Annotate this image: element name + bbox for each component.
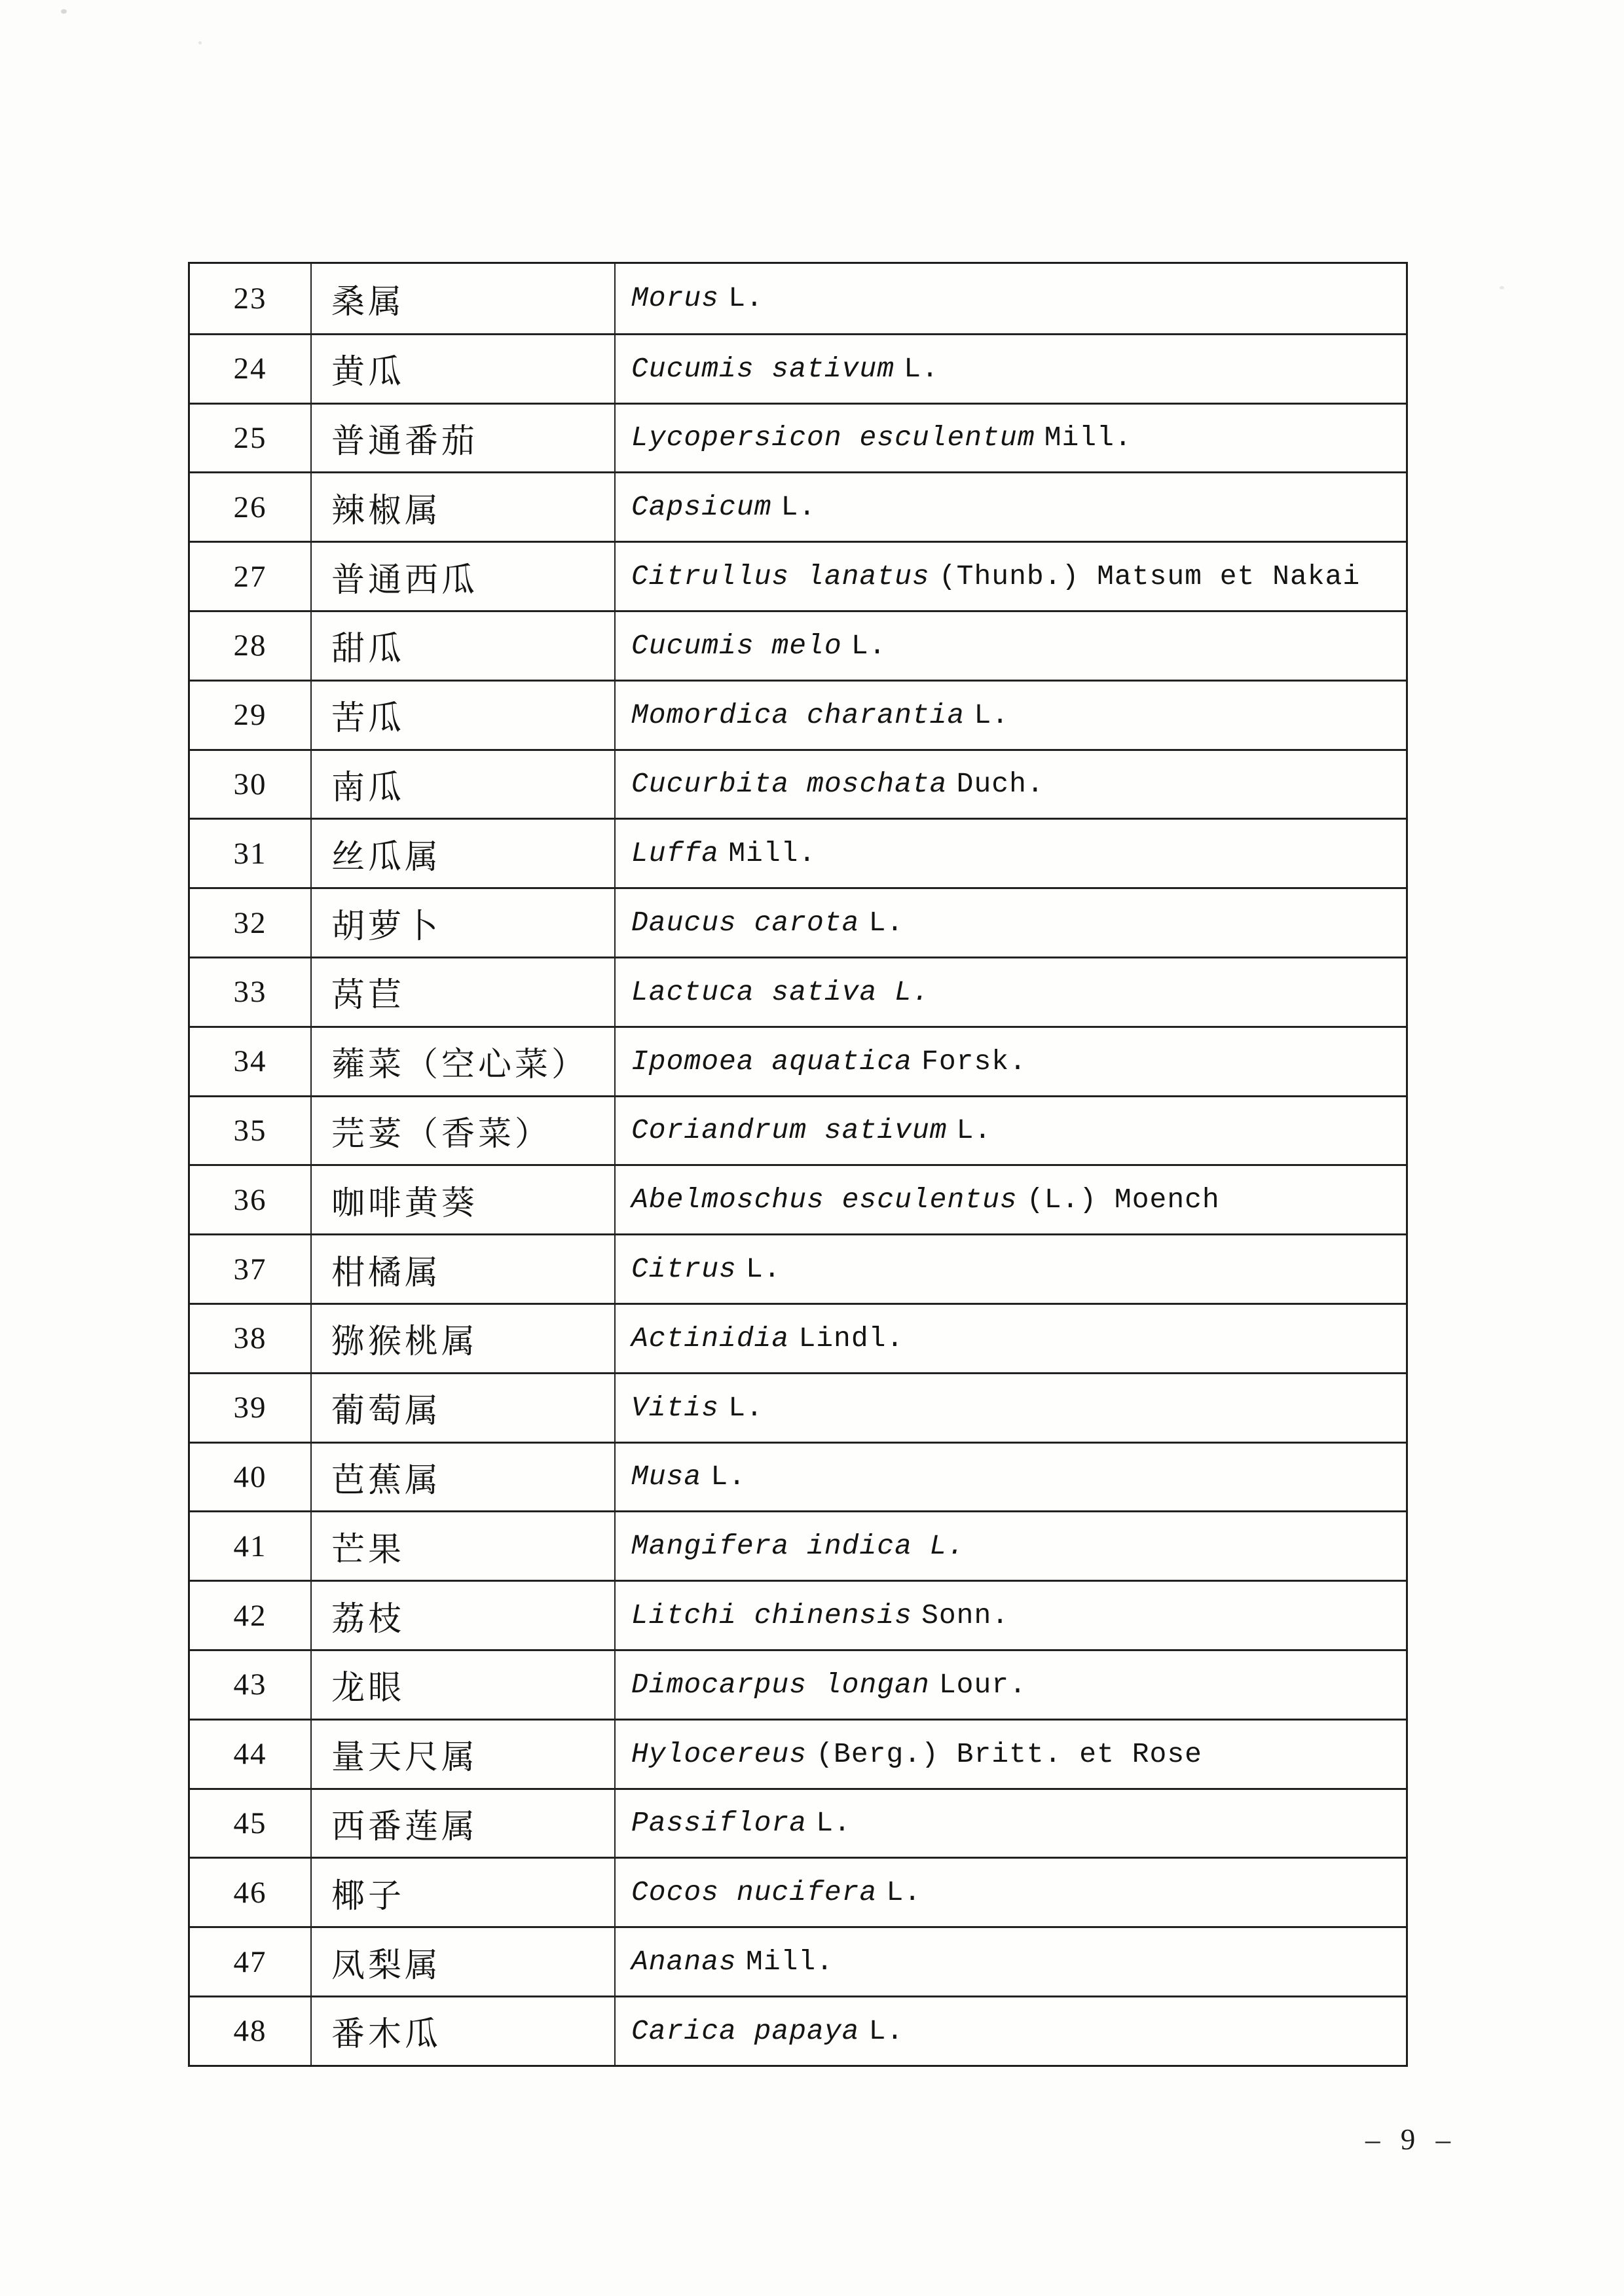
row-number-cell: 47 — [233, 1944, 267, 1979]
latin-name-authority: Mill. — [728, 837, 817, 870]
chinese-name-cell: 猕猴桃属 — [310, 1305, 614, 1372]
row-number-cell: 34 — [233, 1044, 267, 1079]
latin-name-cell — [614, 958, 1406, 1026]
latin-name-authority: L. — [728, 282, 764, 315]
row-number-cell: 48 — [233, 2014, 267, 2049]
chinese-name-cell: 蕹菜（空心菜） — [310, 1028, 614, 1095]
scan-speck — [1500, 286, 1504, 289]
table-row — [190, 1164, 1406, 1233]
table-row — [190, 887, 1406, 957]
latin-name-authority: Sonn. — [921, 1599, 1010, 1632]
latin-name-cell — [614, 1305, 1406, 1372]
chinese-name-cell: 番木瓜 — [310, 1997, 614, 2065]
row-number-cell: 42 — [233, 1598, 267, 1633]
latin-name-authority: L. — [886, 1876, 922, 1909]
table-row — [190, 1580, 1406, 1649]
chinese-name-cell: 胡萝卜 — [310, 889, 614, 957]
row-number-cell: 35 — [233, 1113, 267, 1148]
latin-name-italic: Cucumis melo — [631, 629, 842, 662]
table-row — [190, 1649, 1406, 1719]
latin-name-authority: Forsk. — [921, 1045, 1027, 1078]
latin-name-cell — [614, 1859, 1406, 1926]
table-row — [190, 541, 1406, 610]
chinese-name-cell: 西番莲属 — [310, 1790, 614, 1857]
latin-name-authority: Duch. — [956, 768, 1044, 801]
latin-name-authority: L. — [956, 1114, 992, 1147]
row-number-cell: 43 — [233, 1667, 267, 1702]
latin-name-authority: L. — [746, 1253, 781, 1286]
latin-name-cell — [614, 612, 1406, 680]
latin-name-authority: L. — [868, 2014, 904, 2047]
latin-name-italic: Cucumis sativum — [631, 352, 895, 385]
latin-name-cell — [614, 543, 1406, 610]
latin-name-cell — [614, 682, 1406, 749]
table-row — [190, 680, 1406, 749]
latin-name-italic: Morus — [631, 282, 720, 315]
latin-name-cell — [614, 1028, 1406, 1095]
row-number-cell: 27 — [233, 559, 267, 594]
latin-name-cell — [614, 1721, 1406, 1788]
latin-name-italic: Daucus carota — [631, 907, 860, 939]
latin-name-italic: Citrullus lanatus — [631, 560, 930, 593]
chinese-name-cell: 椰子 — [310, 1859, 614, 1926]
row-number-cell: 29 — [233, 698, 267, 733]
latin-name-cell — [614, 1444, 1406, 1511]
latin-name-italic: Citrus — [631, 1253, 737, 1286]
latin-name-cell — [614, 889, 1406, 957]
chinese-name-cell: 芒果 — [310, 1512, 614, 1580]
latin-name-authority: Lindl. — [798, 1322, 904, 1355]
latin-name-italic: Hylocereus — [631, 1738, 807, 1770]
table-row — [190, 1510, 1406, 1580]
latin-name-cell — [614, 1928, 1406, 1995]
table-row — [190, 749, 1406, 818]
row-number-cell: 24 — [233, 352, 267, 386]
row-number-cell: 45 — [233, 1806, 267, 1840]
table-row — [190, 1442, 1406, 1511]
chinese-name-cell: 柑橘属 — [310, 1235, 614, 1303]
latin-name-cell — [614, 751, 1406, 818]
table-row — [190, 957, 1406, 1026]
row-number-cell: 28 — [233, 629, 267, 663]
table-row — [190, 1788, 1406, 1857]
latin-name-authority: L. — [904, 352, 939, 385]
latin-name-italic: Abelmoschus esculentus — [631, 1184, 1018, 1216]
latin-name-italic: Ipomoea aquatica — [631, 1045, 912, 1078]
table-row — [190, 1233, 1406, 1303]
latin-name-italic: Actinidia — [631, 1322, 790, 1355]
latin-name-italic: Coriandrum sativum — [631, 1114, 948, 1147]
latin-name-italic: Cucurbita moschata — [631, 768, 948, 801]
row-number-cell: 38 — [233, 1321, 267, 1356]
row-number-cell: 46 — [233, 1875, 267, 1910]
table-row — [190, 471, 1406, 541]
scan-speck — [198, 41, 202, 45]
table-row — [190, 1372, 1406, 1442]
table-row — [190, 610, 1406, 680]
table-row — [190, 1857, 1406, 1926]
table-row — [190, 1995, 1406, 2065]
row-number-cell: 44 — [233, 1737, 267, 1772]
latin-name-italic: Litchi chinensis — [631, 1599, 912, 1632]
chinese-name-cell: 芫荽（香菜） — [310, 1097, 614, 1165]
table-row — [190, 1026, 1406, 1095]
table-row — [190, 403, 1406, 472]
latin-name-cell — [614, 1790, 1406, 1857]
chinese-name-cell: 凤梨属 — [310, 1928, 614, 1995]
latin-name-authority: (Berg.) Britt. et Rose — [816, 1738, 1202, 1770]
row-number-cell: 41 — [233, 1529, 267, 1563]
latin-name-authority: (L.) Moench — [1026, 1184, 1220, 1216]
table-row — [190, 818, 1406, 887]
latin-name-italic: Luffa — [631, 837, 720, 870]
row-number-cell: 40 — [233, 1459, 267, 1494]
chinese-name-cell: 葡萄属 — [310, 1374, 614, 1442]
table-row — [190, 1303, 1406, 1372]
latin-name-italic: Lycopersicon esculentum — [631, 422, 1035, 454]
row-number-cell: 36 — [233, 1182, 267, 1217]
chinese-name-cell: 龙眼 — [310, 1651, 614, 1719]
chinese-name-cell: 南瓜 — [310, 751, 614, 818]
latin-name-italic: Ananas — [631, 1946, 737, 1978]
latin-name-italic: Capsicum — [631, 491, 772, 524]
chinese-name-cell: 芭蕉属 — [310, 1444, 614, 1511]
chinese-name-cell: 辣椒属 — [310, 473, 614, 541]
latin-name-italic: Cocos nucifera — [631, 1876, 877, 1909]
latin-name-cell — [614, 1582, 1406, 1649]
row-number-cell: 30 — [233, 767, 267, 801]
latin-name-italic: Musa — [631, 1461, 702, 1493]
chinese-name-cell: 甜瓜 — [310, 612, 614, 680]
latin-name-authority: L. — [728, 1391, 764, 1424]
chinese-name-cell: 咖啡黄葵 — [310, 1166, 614, 1233]
table-row — [190, 1926, 1406, 1995]
latin-name-cell — [614, 1374, 1406, 1442]
chinese-name-cell: 丝瓜属 — [310, 820, 614, 887]
latin-name-authority: L. — [851, 629, 887, 662]
latin-name-italic: Dimocarpus longan — [631, 1668, 930, 1701]
latin-name-cell — [614, 405, 1406, 472]
latin-name-authority: Mill. — [746, 1946, 834, 1978]
latin-name-italic: Momordica charantia — [631, 699, 965, 731]
latin-name-authority: L. — [781, 491, 817, 524]
chinese-name-cell: 桑属 — [310, 264, 614, 333]
latin-name-cell — [614, 473, 1406, 541]
latin-name-cell — [614, 1512, 1406, 1580]
latin-name-cell — [614, 335, 1406, 403]
chinese-name-cell: 量天尺属 — [310, 1721, 614, 1788]
latin-name-italic: Passiflora — [631, 1807, 807, 1840]
latin-name-italic: Lactuca sativa L. — [631, 975, 930, 1008]
scan-speck — [61, 9, 67, 14]
latin-name-authority: (Thunb.) Matsum et Nakai — [938, 560, 1361, 593]
latin-name-authority: L. — [974, 699, 1010, 731]
row-number-cell: 26 — [233, 490, 267, 524]
table-row — [190, 1719, 1406, 1788]
latin-name-authority: Mill. — [1044, 422, 1132, 454]
chinese-name-cell: 苦瓜 — [310, 682, 614, 749]
latin-name-cell — [614, 1235, 1406, 1303]
row-number-cell: 37 — [233, 1252, 267, 1286]
latin-name-authority: Lour. — [938, 1668, 1027, 1701]
latin-name-cell — [614, 264, 1406, 333]
latin-name-cell — [614, 1997, 1406, 2065]
chinese-name-cell: 普通番茄 — [310, 405, 614, 472]
page-number: – 9 – — [1365, 2123, 1457, 2156]
chinese-name-cell: 莴苣 — [310, 958, 614, 1026]
latin-name-authority: L. — [816, 1807, 851, 1840]
row-number-cell: 23 — [233, 281, 267, 316]
latin-name-authority: L. — [710, 1461, 747, 1493]
chinese-name-cell: 普通西瓜 — [310, 543, 614, 610]
table-row — [190, 1095, 1406, 1165]
row-number-cell: 31 — [233, 836, 267, 871]
row-number-cell: 25 — [233, 420, 267, 455]
table-row — [190, 333, 1406, 403]
latin-name-italic: Mangifera indica L. — [631, 1530, 965, 1563]
latin-name-italic: Carica papaya — [631, 2014, 860, 2047]
table-row — [190, 264, 1406, 333]
latin-name-cell — [614, 820, 1406, 887]
row-number-cell: 32 — [233, 905, 267, 940]
row-number-cell: 33 — [233, 975, 267, 1010]
latin-name-cell — [614, 1097, 1406, 1165]
row-number-cell: 39 — [233, 1391, 267, 1425]
chinese-name-cell: 荔枝 — [310, 1582, 614, 1649]
latin-name-italic: Vitis — [631, 1391, 720, 1424]
latin-name-authority: L. — [868, 907, 904, 939]
latin-name-cell — [614, 1651, 1406, 1719]
plant-species-table — [188, 262, 1408, 2067]
chinese-name-cell: 黄瓜 — [310, 335, 614, 403]
latin-name-cell — [614, 1166, 1406, 1233]
